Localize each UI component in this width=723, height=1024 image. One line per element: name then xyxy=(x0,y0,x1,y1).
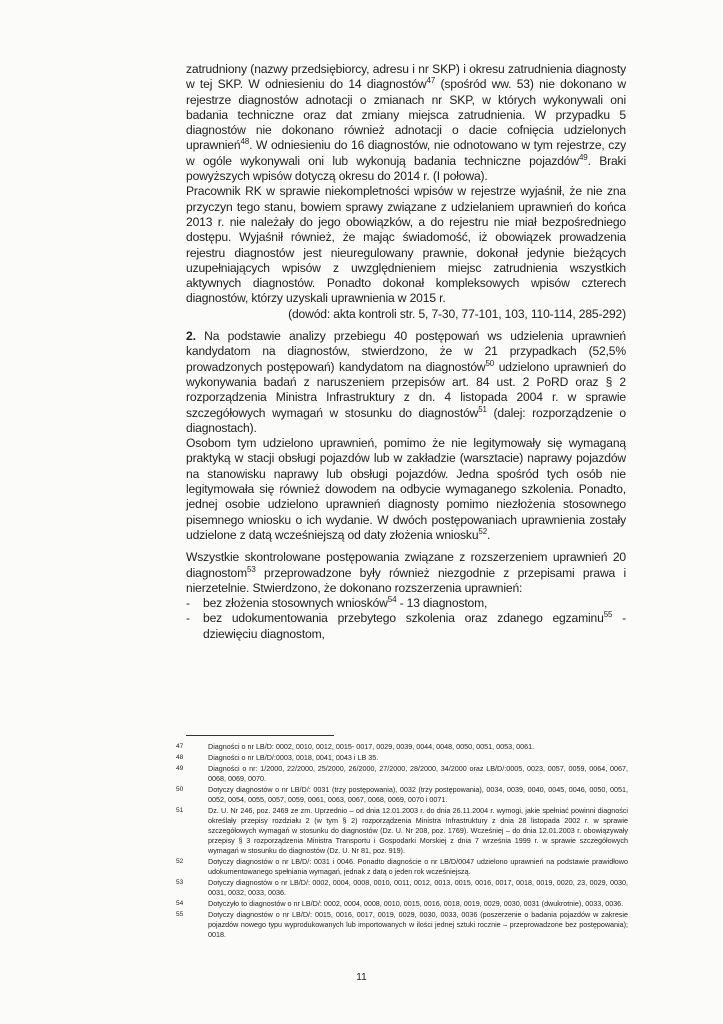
footnote-ref: 54 xyxy=(387,595,397,605)
footnote-text: Diagności o nr: 1/2000, 22/2000, 25/2000, 26/2000, 27/2000, 28/2000, 34/2000 oraz LB/D/:0005, 0023, 0057, 0059, 0064, 0067, 0068, 0069, 0070. xyxy=(208,764,628,784)
footnote-number: 52 xyxy=(176,857,184,865)
paragraph-employee-explanation: Pracownik RK w sprawie niekompletności wpisów w rejestrze wyjaśnił, że nie zna przyczyn tego stanu, bowiem sprawy związane z udzielaniem uprawnień do końca 2013 r. nie należały do jego obowiązków, a do rejestru nie miał bezpośredniego dostępu. Wyjaśnił również, że mając świadomość, iż obowiązek prowadzenia rejestru diagnostów jest nieuregulowany prawnie, dokonał jedynie bieżących uzupełniających wpisów z uwzględnieniem miejsc zatrudnienia wszystkich aktywnych diagnostów. Ponadto dokonał kompleksowych wpisów czterech diagnostów, którzy uzyskali uprawnienia w 2015 r. xyxy=(186,184,626,306)
footnote-number: 53 xyxy=(176,878,184,886)
text-span: - 13 diagnostom, xyxy=(396,596,488,611)
main-text xyxy=(186,62,626,642)
footnote-number: 55 xyxy=(176,911,184,918)
evidence-reference: (dowód: akta kontroli str. 5, 7-30, 77-101, 103, 110-114, 285-292) xyxy=(288,306,626,321)
list-item xyxy=(186,611,626,642)
text-span: Na podstawie analizy przebiegu 40 postępowań ws udzielenia uprawnień kandydatom na diagnostów, stwierdzono, że w 21 przypadkach (52,5% prowadzonych postępowań) kandydatom na diagnostów xyxy=(186,329,626,374)
findings-list xyxy=(186,596,626,642)
paragraph-violations xyxy=(186,436,626,543)
footnote xyxy=(176,910,628,940)
footnote xyxy=(176,899,628,909)
footnote-text: Dotyczy diagnostów o nr LB/D/: 0015, 0016, 0017, 0019, 0029, 0030, 0033, 0036 (poszerzenie o badania pojazdów w zakresie pojazdów nowego typu wyprodukowanych lub importowanych w ilości jednej sztuki rocznie – przeprowadzone bez postępowania); 0018. xyxy=(208,910,628,939)
text-span: przeprowadzone były również niezgodnie z przepisami prawa i nierzetelnie. Stwierdzono, że dokonano rozszerzenia uprawnień: xyxy=(186,565,626,595)
footnote-ref: 48 xyxy=(240,137,250,147)
footnote-number: 50 xyxy=(176,786,184,794)
footnote-number: 48 xyxy=(176,754,184,762)
text-span: . W odniesieniu do 16 diagnostów, nie odnotowano w tym rejestrze, czy w ogóle wykonywali oni lub wykonują badania techniczne pojazdów xyxy=(186,138,626,168)
list-dash: - xyxy=(186,596,190,611)
paragraph-registry-gaps xyxy=(186,62,626,184)
text-span: bez udokumentowania przebytego szkolenia oraz zdanego egzaminu xyxy=(203,611,604,626)
text-span: (spośród ww. 53) nie dokonano w rejestrze diagnostów adnotacji o zmianach nr SKP, w których wykonywali oni badania techniczne oraz dat zmiany miejsca zatrudnienia. W przypadku 5 diagnostów nie dokonano również adnotacji o dacie cofnięcia udzielonych uprawnień xyxy=(186,77,626,153)
footnote xyxy=(176,742,628,752)
footnote-text: Dotyczy diagnostów o nr LB/D/: 0031 i 0046. Ponadto diagnoście o nr LB/D/0047 udzielono uprawnień na podstawie prawidłowo udokumentowanego spełniania wymagań, jednak z datą o jeden rok wcześniejszą. xyxy=(208,856,628,876)
footnote-ref: 50 xyxy=(485,358,495,368)
paragraph-section-2 xyxy=(186,329,626,436)
footnote-ref: 52 xyxy=(478,526,488,536)
text-span: (dalej: rozporządzenie o diagnostach). xyxy=(186,405,627,435)
footnote-ref: 53 xyxy=(247,564,256,574)
footnote-number: 47 xyxy=(176,743,184,750)
footnote-text: Dotyczyło to diagnostów o nr LB/D/: 0002, 0004, 0008, 0010, 0015, 0016, 0018, 0019, 0029, 0030, 0031 (dwukrotnie), 0033, 0036. xyxy=(208,898,624,908)
footnote-ref: 55 xyxy=(603,610,613,620)
text-span: Osobom tym udzielono uprawnień, pomimo że nie legitymowały się wymaganą praktyką w stacji obsługi pojazdów lub w zakładzie (warsztacie) naprawy pojazdów na stanowisku naprawy lub obsługi pojazdów. Jedna spośród tych osób nie legitymowała się również dowodem na odbycie wymaganego szkolenia. Ponadto, jednej osobie udzielono uprawnień diagnosty pomimo niezłożenia stosownego pisemnego wniosku o ich wydanie. W dwóch postępowaniach uprawnienia zostały udzielone z datą wcześniejszą od daty złożenia wniosku xyxy=(186,436,626,542)
footnote xyxy=(176,878,628,898)
list-dash: - xyxy=(186,611,190,626)
footnotes xyxy=(176,742,628,941)
text-span: . Braki powyższych wpisów dotyczą okresu do 2014 r. (I połowa). xyxy=(186,153,626,184)
footnote xyxy=(176,785,628,805)
footnote-separator xyxy=(186,735,334,736)
footnote-number: 49 xyxy=(176,765,184,773)
text-span: . xyxy=(487,527,491,542)
footnote xyxy=(176,753,628,763)
text-span: bez złożenia stosownych wniosków xyxy=(203,596,388,611)
text-span: - dziewięciu diagnostom, xyxy=(203,611,626,641)
text-span: Wszystkie skontrolowane postępowania związane z rozszerzeniem uprawnień 20 diagnostom xyxy=(186,550,626,580)
footnote-ref: 49 xyxy=(578,152,588,162)
list-item xyxy=(186,596,626,611)
footnote-ref: 51 xyxy=(478,404,487,414)
text-span: udzielono uprawnień do wykonywania badań z naruszeniem przepisów art. 84 ust. 2 PoRD oraz § 2 rozporządzenia Ministra Infrastruktury z dn. 4 listopada 2004 r. w sprawie szczegółowych wymagań w stosunku do diagnostów xyxy=(186,359,627,420)
footnote-text: Dotyczy diagnostów o nr LB/D/: 0002, 0004, 0008, 0010, 0011, 0012, 0013, 0015, 0016, 0017, 0018, 0019, 0020, 23, 0029, 0030, 0031, 0032, 0033, 0036. xyxy=(208,877,628,897)
footnote-text: Diagności o nr LB/D/:0003, 0018, 0041, 0043 i LB 35. xyxy=(208,753,379,763)
text-span: zatrudniony (nazwy przedsiębiorcy, adresu i nr SKP) i okresu zatrudnienia diagnosty w tej SKP. W odniesieniu do 14 diagnostów xyxy=(186,62,626,92)
footnote-number: 54 xyxy=(176,899,184,907)
footnote-text: Diagności o nr LB/D: 0002, 0010, 0012, 0015- 0017, 0029, 0039, 0044, 0048, 0050, 0051, 0053, 0061. xyxy=(208,742,535,751)
footnote-number: 51 xyxy=(176,807,184,815)
page-number: 11 xyxy=(356,972,367,983)
footnote-text: Dz. U. Nr 246, poz. 2469 ze zm. Uprzednio – od dnia 12.01.2003 r. do dnia 26.11.2004 r. wymogi, jakie spełniać powinni diagności określały przepisy rozdziału 2 (w tym § 2) rozporządzenia Ministra Infrastruktury z dnia 28 listopada 2002 r. w sprawie szczegółowych wymagań w stosunku do diagnostów (Dz. U. Nr 208, poz. 1769). Wcześniej – do dnia 12.01.2003 r. obowiązywały przepisy § 3 rozporządzenia Ministra Transportu i Gospodarki Morskiej z dnia 7 września 1999 r. w sprawie szczegółowych wymagań w stosunku do diagnostów (Dz. U. Nr 81, poz. 919). xyxy=(208,806,628,855)
footnote xyxy=(176,806,628,856)
footnote-text: Dotyczy diagnostów o nr LB/D/: 0031 (trzy postępowania), 0032 (trzy postępowania), 0034, 0039, 0040, 0045, 0046, 0050, 0051, 0052, 0054, 0055, 0057, 0059, 0061, 0063, 0067, 0068, 0069, 0070 i 0071. xyxy=(208,785,628,805)
paragraph-extensions xyxy=(186,550,626,596)
footnote xyxy=(176,857,628,877)
footnote-ref: 47 xyxy=(426,76,436,86)
footnote xyxy=(176,764,628,784)
section-number: 2. xyxy=(186,329,196,344)
